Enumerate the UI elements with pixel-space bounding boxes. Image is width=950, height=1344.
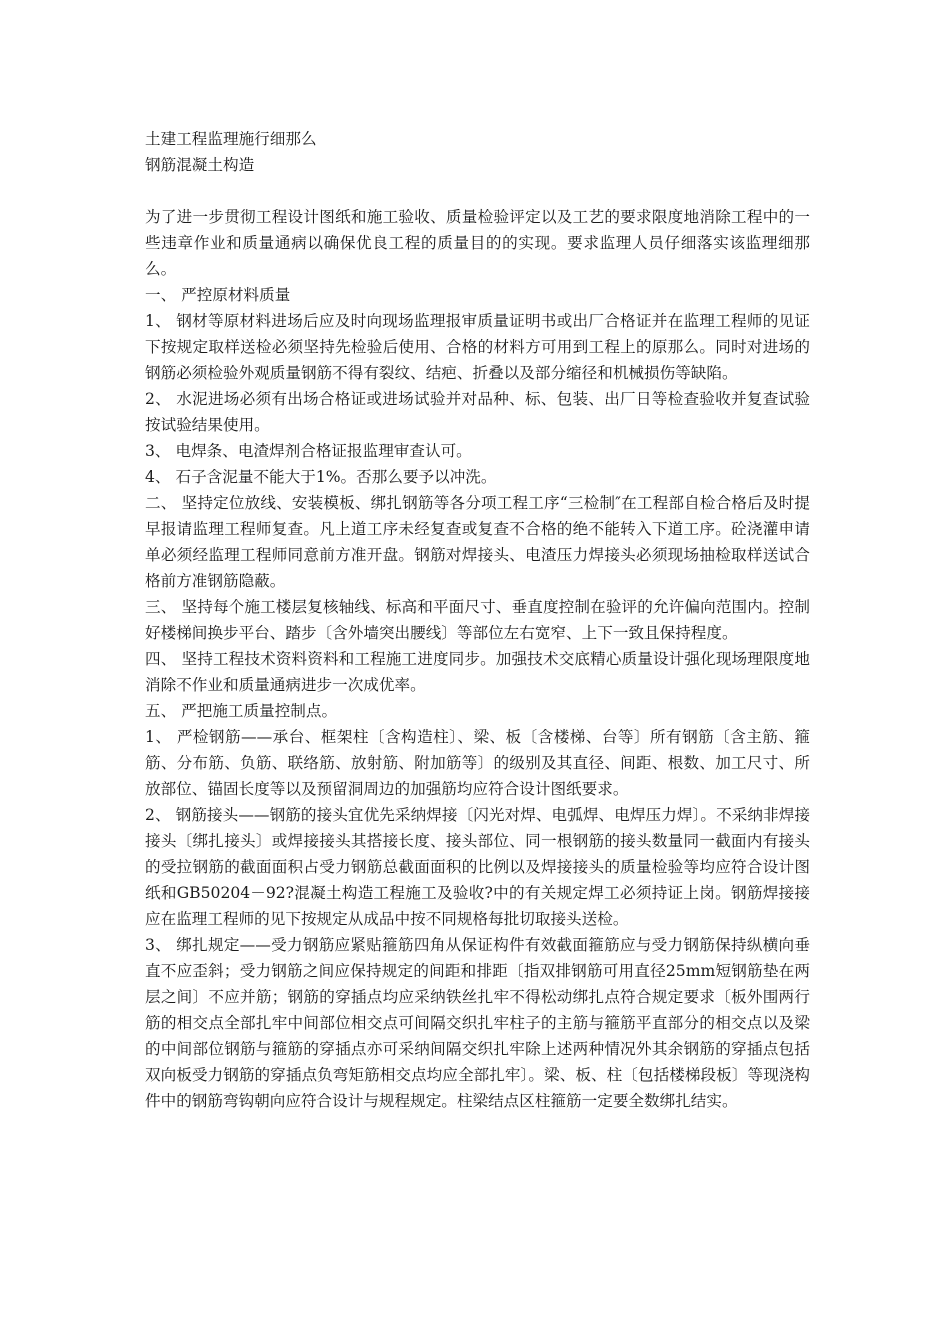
section-heading-3: 三、 坚持每个施工楼层复核轴线、标高和平面尺寸、垂直度控制在验评的允许偏向范围内。控制好楼梯间换步平台、踏步〔含外墙突出腰线〕等部位左右宽窄、上下一致且保持程度。 (145, 598, 810, 642)
document-page (145, 126, 810, 1114)
list-item-5-2: 2、 钢筋接头——钢筋的接头宜优先采纳焊接〔闪光对焊、电弧焊、电焊压力焊〕。不采纳非焊接接头〔绑扎接头〕或焊接接头其搭接长度、接头部位、同一根钢筋的接头数量同一截面内有接头的受拉钢筋的截面面积占受力钢筋总截面面积的比例以及焊接接头的质量检验等均应符合设计图纸和GB50204－92?混凝土构造工程施工及验收?中的有关规定焊工必须持证上岗。钢筋焊接接应在监理工程师的见下按规定从成品中按不同规格每批切取接头送检。 (145, 806, 810, 928)
document-title: 土建工程监理施行细那么 (145, 130, 317, 148)
list-item-5-1: 1、 严检钢筋——承台、框架柱〔含构造柱〕、梁、板〔含楼梯、台等〕所有钢筋〔含主筋、箍筋、分布筋、负筋、联络筋、放射筋、附加筋等〕的级别及其直径、间距、根数、加工尺寸、所放部位、锚固长度等以及预留洞周边的加强筋均应符合设计图纸要求。 (145, 728, 810, 798)
section-heading-1: 一、 严控原材料质量 (145, 286, 291, 304)
list-item-5-3: 3、 绑扎规定——受力钢筋应紧贴箍筋四角从保证构件有效截面箍筋应与受力钢筋保持纵横向垂直不应歪斜；受力钢筋之间应保持规定的间距和排距〔指双排钢筋可用直径25mm短钢筋垫在两层之间〕不应并筋；钢筋的穿插点均应采纳铁丝扎牢不得松动绑扎点符合规定要求〔板外围两行筋的相交点全部扎牢中间部位相交点可间隔交织扎牢柱子的主筋与箍筋平直部分的相交点以及梁的中间部位钢筋与箍筋的穿插点亦可采纳间隔交织扎牢除上述两种情况外其余钢筋的穿插点包括双向板受力钢筋的穿插点负弯矩筋相交点均应全部扎牢〕。梁、板、柱〔包括楼梯段板〕等现浇构件中的钢筋弯钩朝向应符合设计与规程规定。柱梁结点区柱箍筋一定要全数绑扎结实。 (145, 936, 810, 1110)
list-item-1-1: 1、 钢材等原材料进场后应及时向现场监理报审质量证明书或出厂合格证并在监理工程师的见证下按规定取样送检必须坚持先检验后使用、合格的材料方可用到工程上的原那么。同时对进场的钢筋必须检验外观质量钢筋不得有裂纹、结疤、折叠以及部分缩径和机械损伤等缺陷。 (145, 312, 810, 382)
blank-line (145, 178, 810, 204)
section-heading-2: 二、 坚持定位放线、安装模板、绑扎钢筋等各分项工程工序“三检制″在工程部自检合格后及时提早报请监理工程师复查。凡上道工序未经复查或复查不合格的绝不能转入下道工序。砼浇灌申请单必须经监理工程师同意前方准开盘。钢筋对焊接头、电渣压力焊接头必须现场抽检取样送试合格前方准钢筋隐蔽。 (145, 494, 810, 590)
section-heading-5: 五、 严把施工质量控制点。 (145, 702, 338, 720)
section-heading-4: 四、 坚持工程技术资料资料和工程施工进度同步。加强技术交底精心质量设计强化现场理限度地消除不作业和质量通病进步一次成优率。 (145, 650, 810, 694)
list-item-1-2: 2、 水泥进场必须有出场合格证或进场试验并对品种、标、包装、出厂日等检查验收并复查试验按试验结果使用。 (145, 390, 810, 434)
intro-paragraph: 为了进一步贯彻工程设计图纸和施工验收、质量检验评定以及工艺的要求限度地消除工程中的一些违章作业和质量通病以确保优良工程的质量目的的实现。要求监理人员仔细落实该监理细那么。 (145, 208, 810, 278)
list-item-1-3: 3、 电焊条、电渣焊剂合格证报监理审查认可。 (145, 442, 472, 460)
document-subtitle: 钢筋混凝土构造 (145, 156, 255, 174)
list-item-1-4: 4、 石子含泥量不能大于1%。否那么要予以冲洗。 (145, 468, 497, 486)
